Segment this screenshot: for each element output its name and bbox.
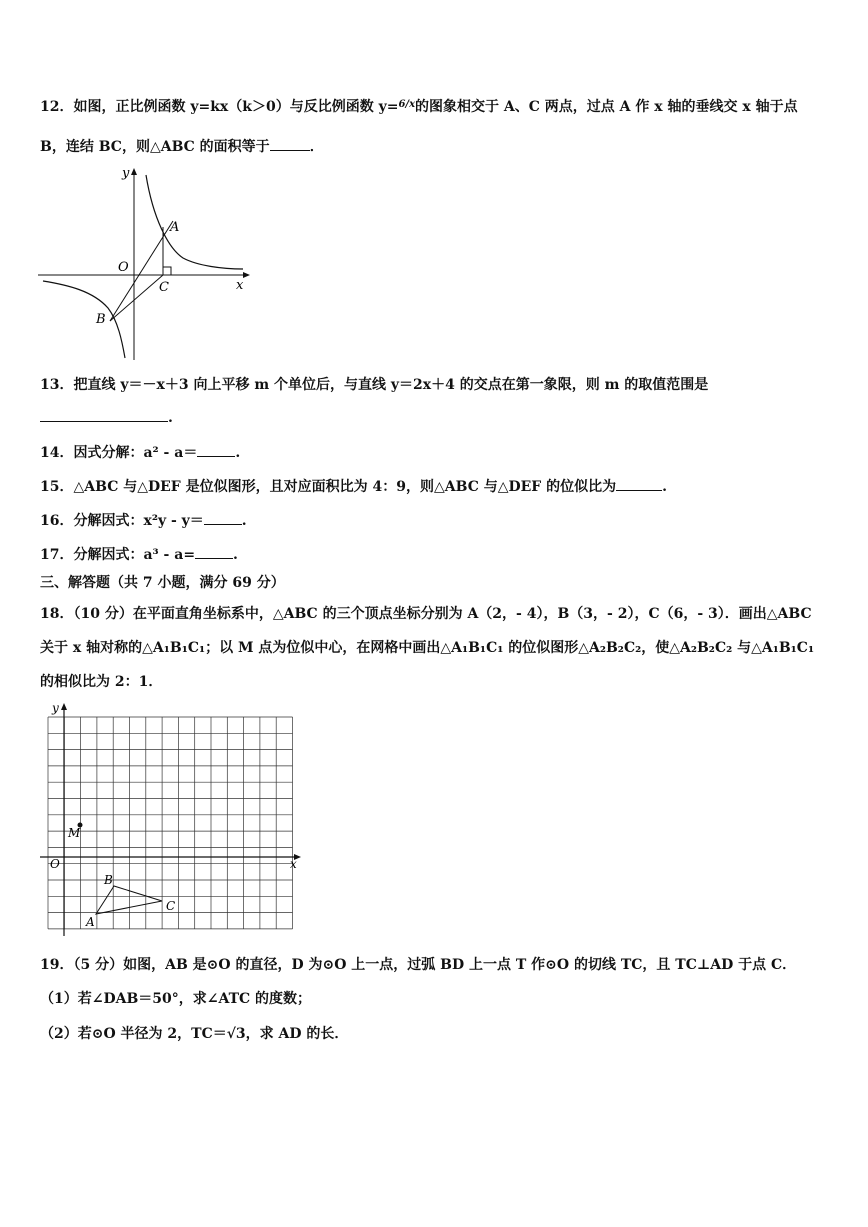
q18-line2: 关于 x 轴对称的△A₁B₁C₁；以 M 点为位似中心，在网格中画出△A₁B₁C₁ 的位似图形△A₂B₂C₂，使△A₂B₂C₂ 与△A₁B₁C₁ — [40, 640, 815, 656]
q18-line3: 的相似比为 2：1． — [40, 674, 163, 690]
q17-text: 17．分解因式：a³ - a= — [40, 547, 196, 563]
q13-line2 — [40, 408, 173, 428]
q13-text: 13．把直线 y＝－x＋3 向上平移 m 个单位后，与直线 y＝2x＋4 的交点在第一象限，则 m 的取值范围是 — [40, 377, 709, 393]
q19-line1: 19．（5 分）如图，AB 是⊙O 的直径，D 为⊙O 上一点，过弧 BD 上一点 T 作⊙O 的切线 TC，且 TC⊥AD 于点 C． — [40, 957, 797, 973]
q17-answer-blank[interactable] — [195, 558, 233, 559]
grid-label-x: x — [290, 857, 297, 871]
q16-answer-blank[interactable] — [204, 524, 242, 525]
q12-label-B: B — [96, 312, 106, 327]
section-3-heading: 三、解答题（共 7 小题，满分 69 分） — [40, 575, 285, 591]
q13-answer-blank[interactable] — [40, 421, 168, 422]
q12-answer-blank[interactable] — [270, 150, 310, 151]
grid-label-y: y — [52, 701, 59, 715]
q12-label-x: x — [236, 278, 244, 293]
q16-line — [40, 511, 247, 531]
grid-label-O: O — [50, 857, 60, 871]
q14-text: 14．因式分解：a² - a＝ — [40, 445, 198, 461]
q12-label-O: O — [118, 260, 129, 275]
q18-grid-figure — [38, 700, 306, 940]
grid-label-M: M — [68, 826, 81, 840]
q15-text: 15．△ABC 与△DEF 是位似图形，且对应面积比为 4：9，则△ABC 与△DEF 的位似比为 — [40, 479, 617, 495]
q12-fraction: 6/x — [398, 99, 416, 110]
q12-label-A: A — [170, 220, 180, 235]
grid-lines — [48, 717, 293, 929]
q13-end: . — [168, 410, 173, 426]
q12-label-y: y — [122, 166, 130, 181]
q15-end: . — [662, 479, 667, 495]
q12-text-a: 12．如图，正比例函数 y=kx（k＞0）与反比例函数 y= — [40, 99, 399, 115]
q12-line2 — [40, 137, 324, 157]
q14-end: . — [235, 445, 241, 461]
q14-line — [40, 443, 240, 463]
q16-end: . — [241, 513, 247, 529]
q12-text-c: B，连结 BC，则△ABC 的面积等于 — [40, 139, 270, 155]
q14-answer-blank[interactable] — [197, 456, 235, 457]
q17-line — [40, 545, 238, 565]
grid-label-C: C — [166, 899, 176, 913]
q15-answer-blank[interactable] — [616, 490, 662, 491]
q16-text: 16．分解因式：x²y - y＝ — [40, 513, 204, 529]
q19-line2: （1）若∠DAB＝50°，求∠ATC 的度数； — [40, 991, 312, 1007]
q15-line — [40, 477, 667, 497]
q12-end: ． — [309, 139, 324, 155]
q18-line1: 18．（10 分）在平面直角坐标系中，△ABC 的三个顶点坐标分别为 A（2，- 4），B（3，- 2），C（6，- 3）．画出△ABC — [40, 606, 812, 622]
q17-end: . — [233, 547, 238, 563]
q13-line1 — [40, 375, 708, 395]
q12-figure — [38, 163, 253, 363]
q12-text-b: 的图象相交于 A、C 两点，过点 A 作 x 轴的垂线交 x 轴于点 — [415, 99, 798, 115]
grid-label-A: A — [86, 915, 95, 929]
q12-label-C: C — [159, 280, 169, 295]
grid-label-B: B — [104, 873, 113, 887]
q12-line1 — [40, 95, 798, 117]
q19-line3: （2）若⊙O 半径为 2，TC＝√3，求 AD 的长． — [40, 1026, 349, 1042]
